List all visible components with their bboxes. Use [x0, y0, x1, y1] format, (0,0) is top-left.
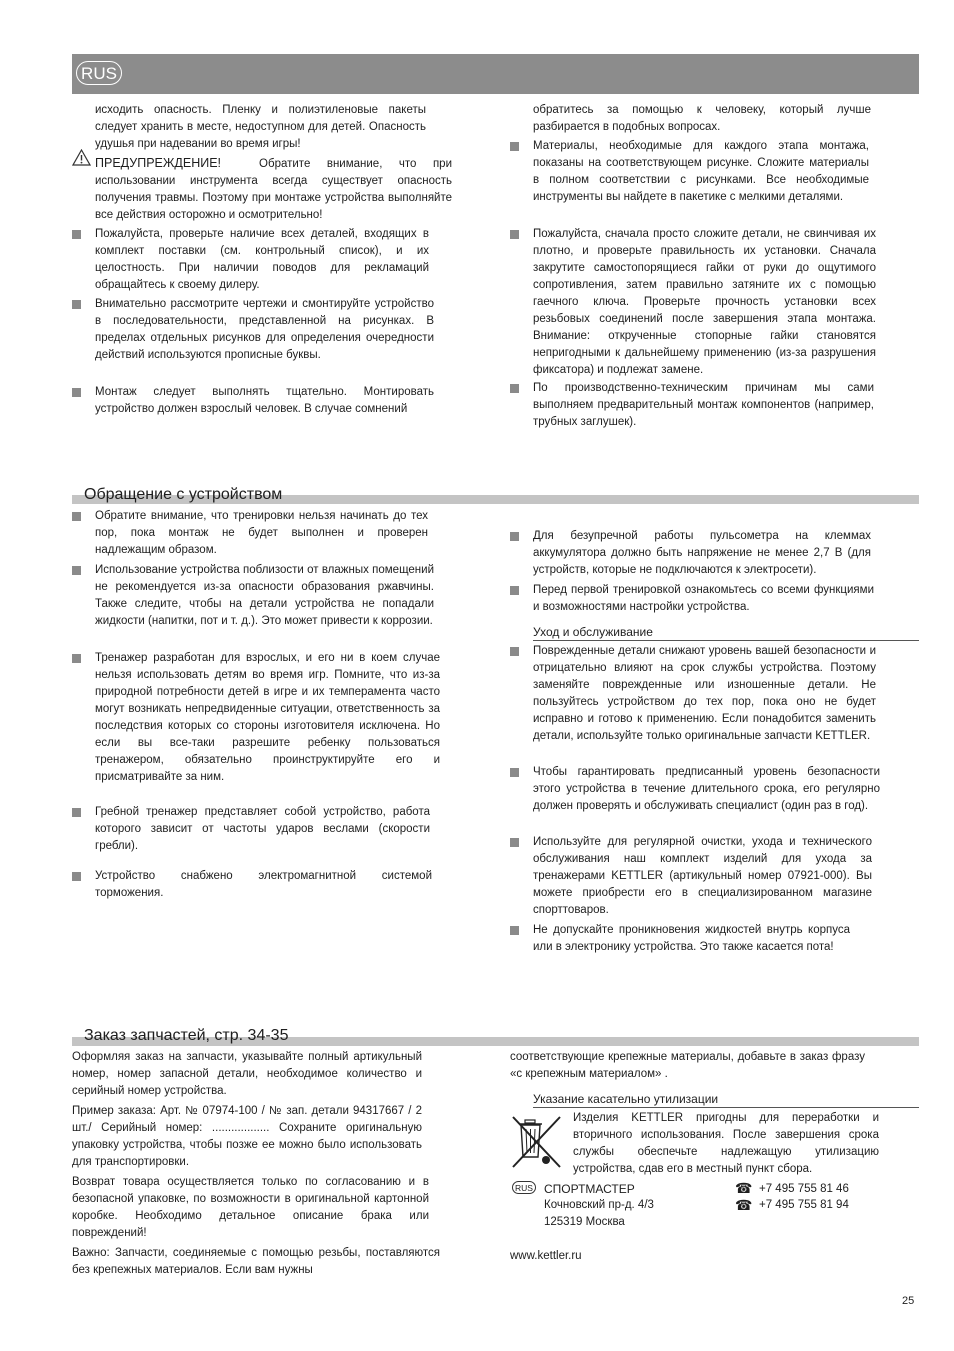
parts-paragraph: Оформляя заказ на запчасти, указывайте полный артикульный номер, номер запасной детали, необходимое количество и серийный номер устройства.	[72, 1051, 422, 1097]
phone-number: +7 495 755 81 94	[759, 1199, 849, 1211]
contact-street: Кочновский пр-д. 4/3	[544, 1199, 654, 1211]
warning-label: ПРЕДУПРЕЖДЕНИЕ!	[95, 156, 222, 170]
website-link[interactable]: www.kettler.ru	[510, 1250, 582, 1262]
bullet-square-icon	[72, 300, 81, 309]
bullet-square-icon	[510, 926, 519, 935]
bullet-square-icon	[510, 768, 519, 777]
parts-paragraph: Возврат товара осуществляется только по согласованию и в безопасной упаковке, по возможности в оригинальной картонной коробке. Необходимо детальное описание брака или повреждений!	[72, 1176, 429, 1239]
bullet-square-icon	[72, 230, 81, 239]
list-item: Для безупречной работы пульсометра на клеммах аккумулятора должно быть напряжение не менее 2,7 В (для устройств, которые не подключаются к электросети).	[510, 528, 871, 579]
bullet-square-icon	[510, 532, 519, 541]
list-item: Внимательно рассмотрите чертежи и смонтируйте устройство в последовательности, представленной на рисунках. В пределах отдельных рисунков для определения очередности действий используются прописные буквы.	[72, 296, 434, 364]
safety-left-intro: исходить опасность. Пленку и полиэтиленовые пакеты следует хранить в месте, недоступном для детей. Опасность удушья при надевании во время игры!	[95, 104, 426, 150]
list-item: Устройство снабжено электромагнитной системой торможения.	[72, 868, 432, 902]
bullet-square-icon	[72, 388, 81, 397]
list-item: Поврежденные детали снижают уровень вашей безопасности и отрицательно влияют на срок службы устройства. Поэтому заменяйте поврежденные или изношенные детали. Не пользуйтесь устройством до тех пор, пока оно не будет исправно и готово к применению. Если понадобится заменить детали, используйте только оригинальные запчасти KETTLER.	[510, 643, 876, 745]
language-badge: RUS	[76, 61, 122, 85]
safety-right-intro: обратитесь за помощью к человеку, который лучше разбирается в подобных вопросах.	[533, 104, 871, 133]
bullet-square-icon	[72, 512, 81, 521]
list-item: Чтобы гарантировать предписанный уровень безопасности этого устройства в течение длительного срока, его регулярно должен проверять и обслуживать специалист (один раз в год).	[510, 764, 880, 815]
telephone-icon: ☎	[735, 1180, 753, 1196]
subheading-care: Уход и обслуживание	[533, 625, 919, 641]
bullet-square-icon	[72, 872, 81, 881]
list-item: Монтаж следует выполнять тщательно. Монтировать устройство должен взрослый человек. В случае сомнений	[72, 384, 434, 418]
bullet-square-icon	[510, 230, 519, 239]
list-item: По производственно-техническим причинам мы сами выполняем предварительный монтаж компонентов (например, трубных заглушек).	[510, 380, 874, 431]
bullet-square-icon	[510, 384, 519, 393]
contact-city: 125319 Москва	[544, 1216, 625, 1228]
list-item: Перед первой тренировкой ознакомьтесь со всеми функциями и возможностями настройки устройства.	[510, 582, 874, 616]
bullet-square-icon	[72, 654, 81, 663]
list-item: Не допускайте проникновения жидкостей внутрь корпуса или в электронику устройства. Это также касается пота!	[510, 922, 850, 956]
bullet-square-icon	[72, 566, 81, 575]
list-item: Пожалуйста, проверьте наличие всех деталей, входящих в комплект поставки (см. контрольный список), и их целостность. При наличии поводов для рекламаций обращайтесь к своему дилеру.	[72, 226, 429, 294]
list-item: Использование устройства поблизости от влажных помещений не рекомендуется из-за опасности образования ржавчины. Также следите, чтобы на детали устройства не попадали жидкости (напитки, пот и т. д.). Это может привести к коррозии.	[72, 562, 434, 630]
section-title-parts: Заказ запчастей, стр. 34-35	[84, 1027, 289, 1044]
bullet-square-icon	[510, 647, 519, 656]
bullet-square-icon	[72, 808, 81, 817]
bullet-square-icon	[510, 142, 519, 151]
contact-company: СПОРТМАСТЕР	[544, 1182, 635, 1196]
bullet-square-icon	[510, 838, 519, 847]
list-item: Гребной тренажер представляет собой устройство, работа которого зависит от частоты ударов веслами (скорости гребли).	[72, 804, 430, 855]
parts-right-intro: соответствующие крепежные материалы, добавьте в заказ фразу «с крепежным материалом» .	[510, 1051, 865, 1080]
section-title-handling: Обращение с устройством	[84, 486, 283, 503]
list-item: Тренажер разработан для взрослых, и его ни в коем случае нельзя использовать детям во время игр. Помните, что из-за природной потребности детей в игре и их темперамента часто могут возникать непредвиденные ситуации, ответственность за последствия которых со стороны изготовителя исключена. Но если вы все-таки разрешите ребенку пользоваться тренажером, обязательно проинструктируйте его и присматривайте за ним.	[72, 650, 440, 786]
header-band	[72, 54, 919, 94]
crossed-bin-icon	[510, 1113, 566, 1171]
phone-number: +7 495 755 81 46	[759, 1183, 849, 1195]
list-item: Используйте для регулярной очистки, ухода и технического обслуживания наш комплект изделий для ухода за тренажерами KETTLER (артикульный номер 07921-000). Вы можете приобрести его в специализированном магазине спорттоваров.	[510, 834, 872, 919]
list-item: Обратите внимание, что тренировки нельзя начинать до тех пор, пока монтаж не будет выполнен и проверен надлежащим образом.	[72, 508, 428, 559]
parts-paragraph: Важно: Запчасти, соединяемые с помощью резьбы, поставляются без крепежных материалов. Если вам нужны	[72, 1247, 440, 1276]
warning-block	[95, 155, 452, 224]
warning-text: Обратите внимание, что при использовании инструмента всегда существует опасность получения травмы. Поэтому при монтаже устройства выполняйте все действия осторожно и осмотрительно!	[95, 158, 452, 221]
bullet-square-icon	[510, 586, 519, 595]
page-number: 25	[902, 1295, 915, 1307]
list-item: Пожалуйста, сначала просто сложите детали, не свинчивая их плотно, и проверьте правильность их установки. Сначала закрутите самостопорящиеся гайки от руки до ощутимого сопротивления, затем правильно затяните их с помощью гаечного ключа. Проверьте прочность установки всех резьбовых соединений после завершения этапа монтажа. Внимание: открученные стопорные гайки становятся непригодными к дальнейшему применению (из-за разрушения фиксатора) и подлежат замене.	[510, 226, 876, 379]
parts-paragraph: Пример заказа: Арт. № 07974-100 / № зап. детали 94317667 / 2 шт./ Серийный номер: .................. Сохраните оригинальную упаковку устройства, чтобы позже ее можно было использовать для транспортировки.	[72, 1105, 422, 1168]
contact-country-badge: RUS	[512, 1181, 536, 1194]
list-item: Материалы, необходимые для каждого этапа монтажа, показаны на соответствующем рисунке. Сложите материалы в полном соответствии с рисунками. Все необходимые инструменты вы найдете в пакетике с мелкими деталями.	[510, 138, 869, 206]
disposal-text: Изделия KETTLER пригодны для переработки и вторичного использования. После завершения срока службы обеспечьте надлежащую утилизацию устройства, сдав его в местный пункт сбора.	[573, 1112, 879, 1175]
warning-triangle-icon	[72, 149, 91, 166]
telephone-icon: ☎	[735, 1197, 753, 1213]
subheading-disposal: Указание касательно утилизации	[533, 1092, 919, 1108]
